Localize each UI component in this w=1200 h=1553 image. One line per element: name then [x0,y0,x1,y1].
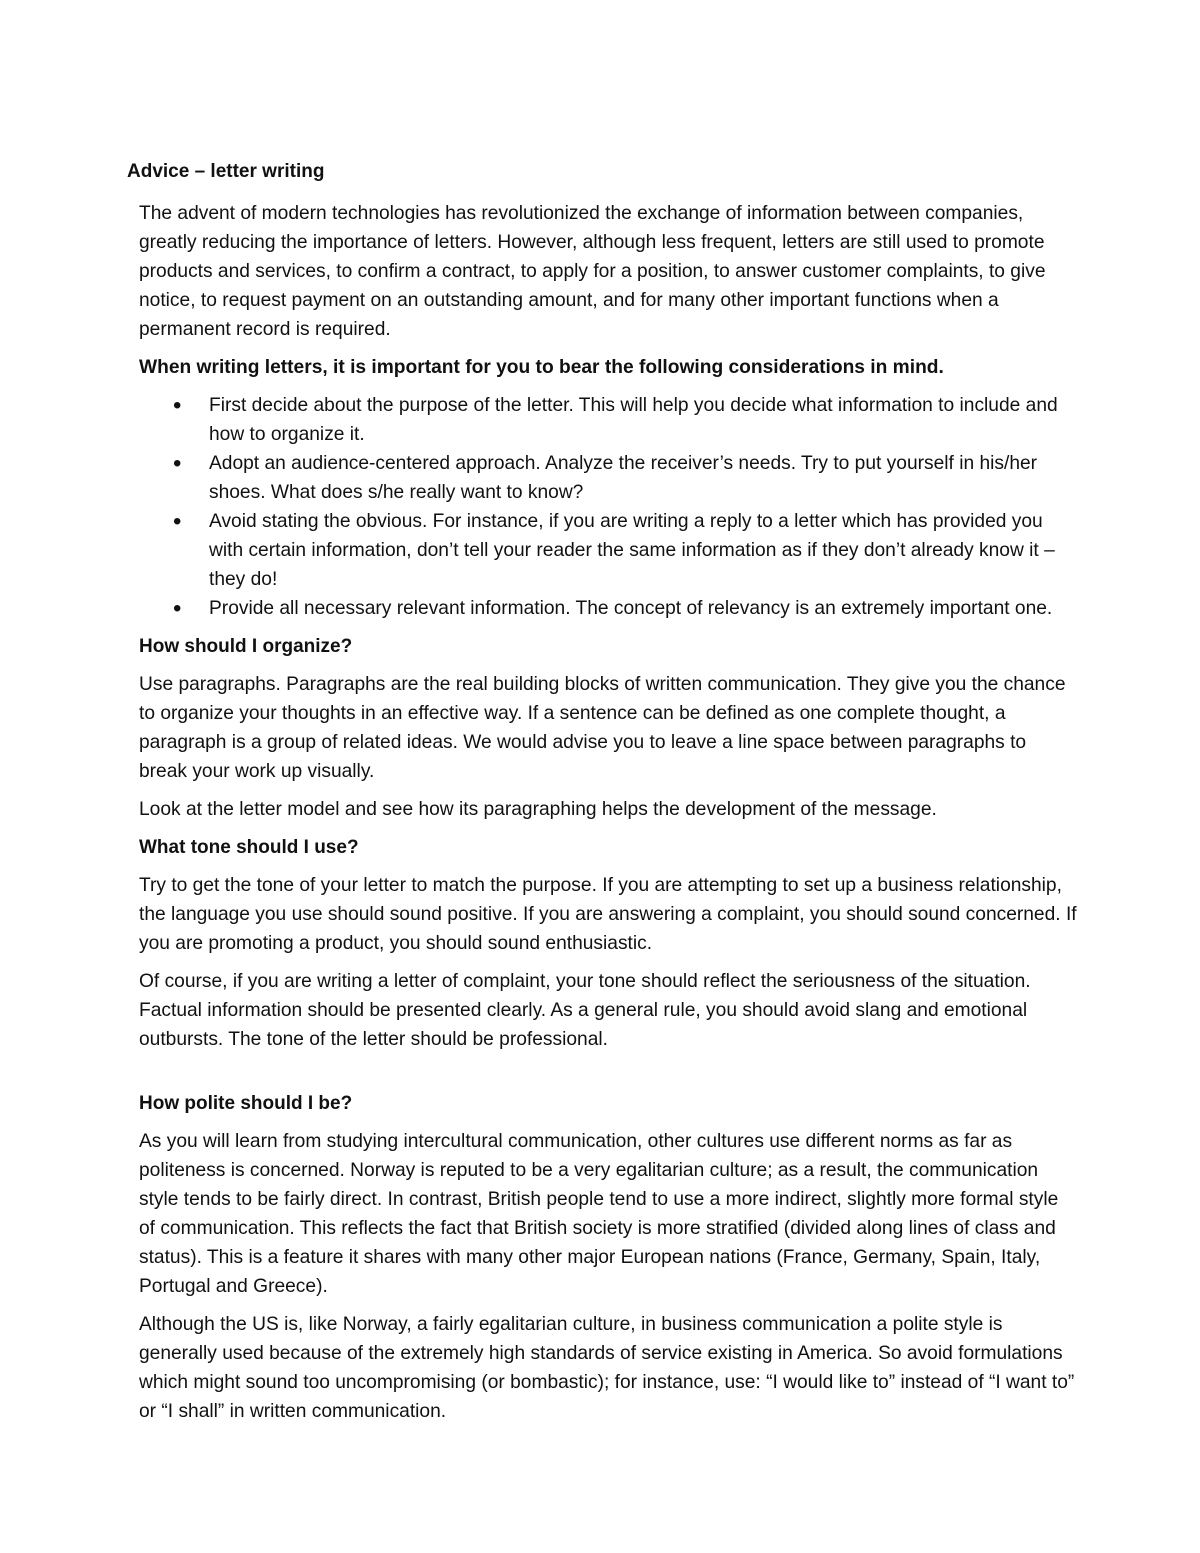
considerations-list [139,391,1079,623]
intro-paragraph: The advent of modern technologies has revolutionized the exchange of information between companies, greatly reducing the importance of letters. However, although less frequent, letters are still used to promote products and services, to confirm a contract, to apply for a position, to answer customer complaints, to give notice, to request payment on an outstanding amount, and for many other important functions when a permanent record is required. [139,203,1046,340]
organize-paragraph-2: Look at the letter model and see how its paragraphing helps the development of the message. [139,799,937,820]
considerations-lead: When writing letters, it is important for you to bear the following considerations in mind. [139,357,944,378]
section-spacer [139,1063,1079,1089]
document-title: Advice – letter writing [127,161,325,182]
document-body [139,199,1079,1435]
tone-paragraph-2: Of course, if you are writing a letter of complaint, your tone should reflect the seriousness of the situation. Factual information should be presented clearly. As a general rule, you should avoid slang and emotional outbursts. The tone of the letter should be professional. [139,971,1031,1050]
polite-heading: How polite should I be? [139,1093,353,1114]
organize-heading: How should I organize? [139,636,353,657]
list-item: • Adopt an audience-centered approach. Analyze the receiver’s needs. Try to put yourself in his/her shoes. What does s/he really want to know? [209,449,1079,507]
tone-heading: What tone should I use? [139,837,359,858]
polite-paragraph-2: Although the US is, like Norway, a fairly egalitarian culture, in business communication a polite style is generally used because of the extremely high standards of service existing in America. So avoid formulations which might sound too uncompromising (or bombastic); for instance, use: “I would like to” instead of “I want to” or “I shall” in written communication. [139,1314,1075,1422]
list-item: • Provide all necessary relevant information. The concept of relevancy is an extremely important one. [209,594,1079,623]
tone-paragraph-1: Try to get the tone of your letter to match the purpose. If you are attempting to set up a business relationship, the language you use should sound positive. If you are answering a complaint, you should sound concerned. If you are promoting a product, you should sound enthusiastic. [139,875,1077,954]
list-item: • Avoid stating the obvious. For instance, if you are writing a reply to a letter which has provided you with certain information, don’t tell your reader the same information as if they don’t already know it – they do! [209,507,1079,594]
list-item: • First decide about the purpose of the letter. This will help you decide what information to include and how to organize it. [209,391,1079,449]
polite-paragraph-1: As you will learn from studying intercultural communication, other cultures use different norms as far as politeness is concerned. Norway is reputed to be a very egalitarian culture; as a result, the communication style tends to be fairly direct. In contrast, British people tend to use a more indirect, slightly more formal style of communication. This reflects the fact that British society is more stratified (divided along lines of class and status). This is a feature it shares with many other major European nations (France, Germany, Spain, Italy, Portugal and Greece). [139,1131,1059,1297]
organize-paragraph-1: Use paragraphs. Paragraphs are the real building blocks of written communication. They give you the chance to organize your thoughts in an effective way. If a sentence can be defined as one complete thought, a paragraph is a group of related ideas. We would advise you to leave a line space between paragraphs to break your work up visually. [139,674,1066,782]
